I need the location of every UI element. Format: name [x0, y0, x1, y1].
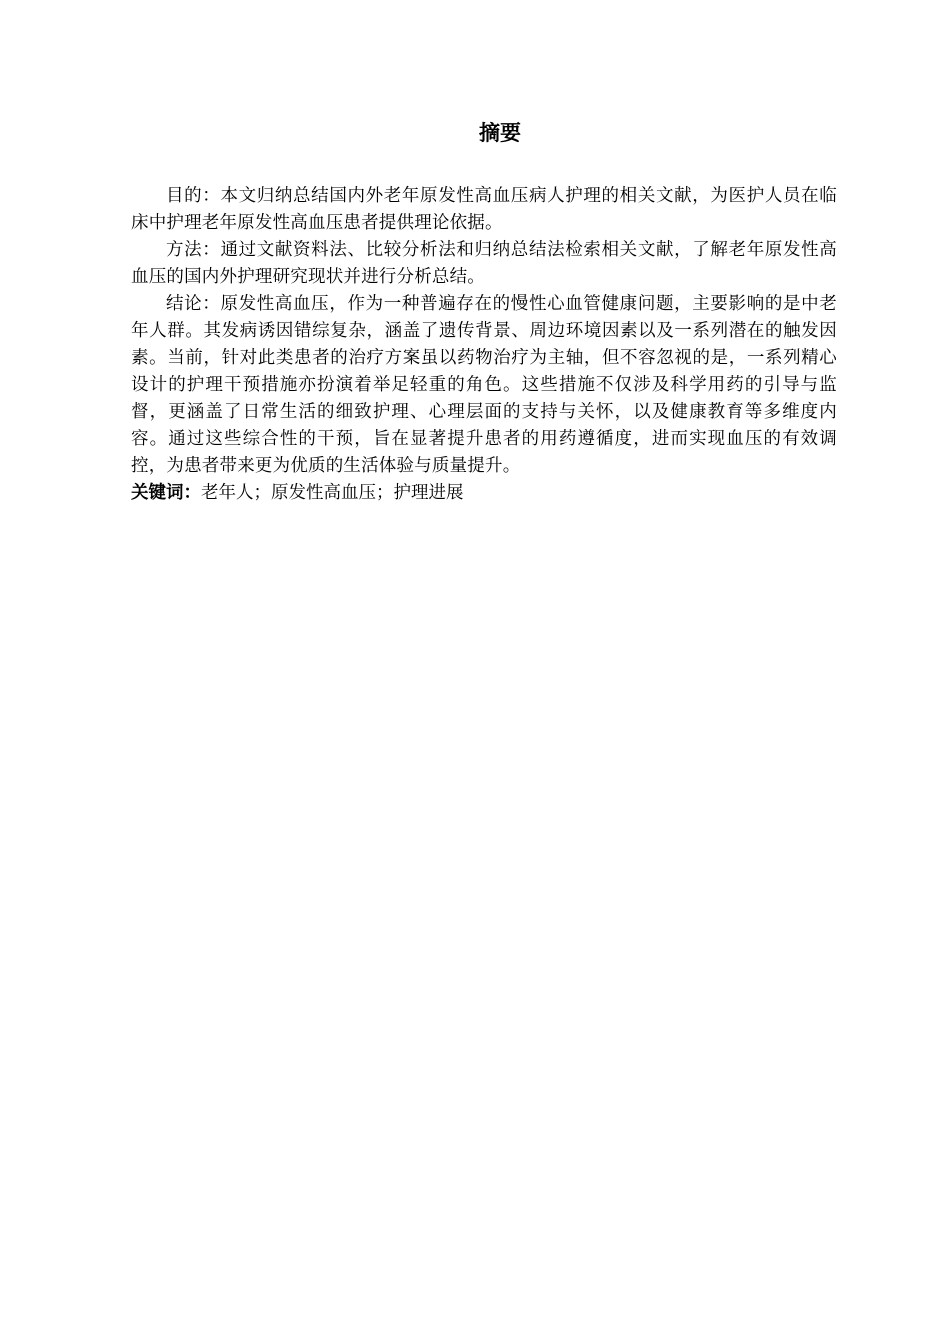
- keywords-label: 关键词：: [131, 483, 201, 503]
- conclusion-paragraph: 结论：原发性高血压，作为一种普遍存在的慢性心血管健康问题，主要影响的是中老年人群。其发病诱因错综复杂，涵盖了遗传背景、周边环境因素以及一系列潜在的触发因素。当前，针对此类患者的治疗方案虽以药物治疗为主轴，但不容忽视的是，一系列精心设计的护理干预措施亦扮演着举足轻重的角色。这些措施不仅涉及科学用药的引导与监督，更涵盖了日常生活的细致护理、心理层面的支持与关怀，以及健康教育等多维度内容。通过这些综合性的干预，旨在显著提升患者的用药遵循度，进而实现血压的有效调控，为患者带来更为优质的生活体验与质量提升。: [131, 294, 837, 476]
- objective-paragraph: 目的：本文归纳总结国内外老年原发性高血压病人护理的相关文献，为医护人员在临床中护理老年原发性高血压患者提供理论依据。: [131, 186, 837, 233]
- abstract-title: 摘要: [479, 121, 521, 145]
- keywords-line: [131, 480, 837, 507]
- keywords-value: 老年人；原发性高血压；护理进展: [201, 483, 464, 503]
- method-paragraph: 方法：通过文献资料法、比较分析法和归纳总结法检索相关文献，了解老年原发性高血压的国内外护理研究现状并进行分析总结。: [131, 240, 837, 287]
- abstract-body: [131, 183, 837, 507]
